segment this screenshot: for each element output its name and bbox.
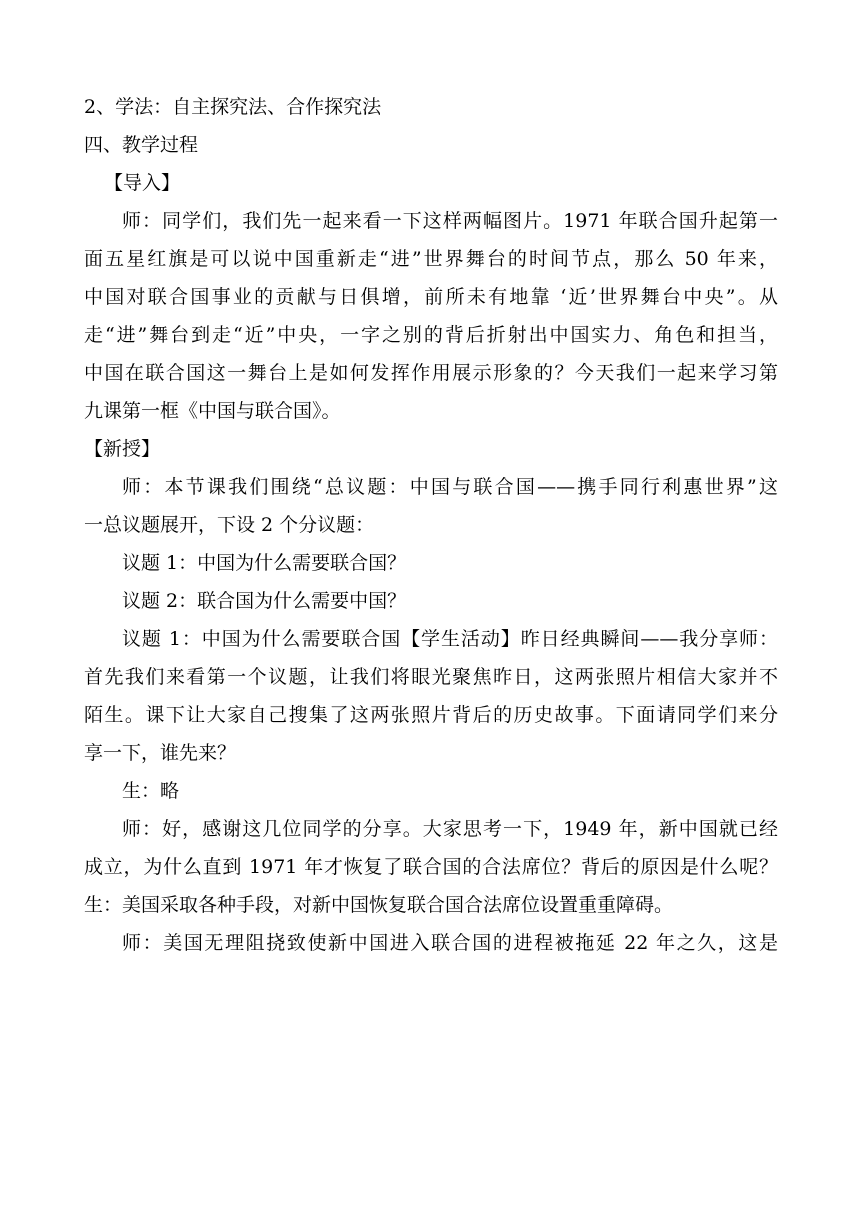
subheading-new-lesson: 【新授】: [84, 438, 161, 460]
paragraph-intro-line: 九课第一框《中国与联合国》。: [84, 400, 341, 422]
paragraph-intro-line: 中国在联合国这一舞台上是如何发挥作用展示形象的？今天我们一起来学习第: [84, 362, 778, 384]
section-heading-teaching-process: 四、教学过程: [84, 134, 199, 156]
paragraph-activity-line: 首先我们来看第一个议题，让我们将眼光聚焦昨日，这两张照片相信大家并不: [84, 666, 778, 688]
paragraph-intro-line: 走“进”舞台到走“近”中央，一字之别的背后折射出中国实力、角色和担当，: [84, 324, 778, 346]
paragraph-teacher-line: 师：美国无理阻挠致使新中国进入联合国的进程被拖延 22 年之久，这是: [122, 932, 778, 954]
paragraph-activity-line: 享一下，谁先来？: [84, 742, 237, 764]
subheading-introduction: 【导入】: [104, 172, 181, 194]
paragraph-question-line: 师：好，感谢这几位同学的分享。大家思考一下，1949 年，新中国就已经: [122, 818, 778, 840]
paragraph-question-line: 成立，为什么直到 1971 年才恢复了联合国的合法席位？背后的原因是什么呢？: [84, 856, 778, 878]
paragraph-intro-line: 中国对联合国事业的贡献与日俱增，前所未有地靠 ‘近’世界舞台中央”。从: [84, 286, 778, 308]
paragraph-activity-line: 陌生。课下让大家自己搜集了这两张照片背后的历史故事。下面请同学们来分: [84, 704, 778, 726]
paragraph-topic-line: 一总议题展开，下设 2 个分议题：: [84, 514, 375, 536]
paragraph-activity-line: 议题 1：中国为什么需要联合国【学生活动】昨日经典瞬间——我分享师：: [122, 628, 778, 650]
topic-2-line: 议题 2：联合国为什么需要中国？: [122, 590, 407, 612]
paragraph-intro-line: 师：同学们，我们先一起来看一下这样两幅图片。1971 年联合国升起第一: [122, 210, 778, 232]
paragraph-intro-line: 面五星红旗是可以说中国重新走“进”世界舞台的时间节点，那么 50 年来，: [84, 248, 778, 270]
paragraph-topic-line: 师：本节课我们围绕“总议题：中国与联合国——携手同行利惠世界”这: [122, 476, 778, 498]
study-method-line: 2、学法：自主探究法、合作探究法: [84, 96, 382, 118]
student-answer-line: 生：美国采取各种手段，对新中国恢复联合国合法席位设置重重障碍。: [84, 894, 674, 916]
student-response-line: 生：略: [122, 780, 180, 802]
topic-1-line: 议题 1：中国为什么需要联合国？: [122, 552, 407, 574]
document-page: [84, 88, 778, 962]
